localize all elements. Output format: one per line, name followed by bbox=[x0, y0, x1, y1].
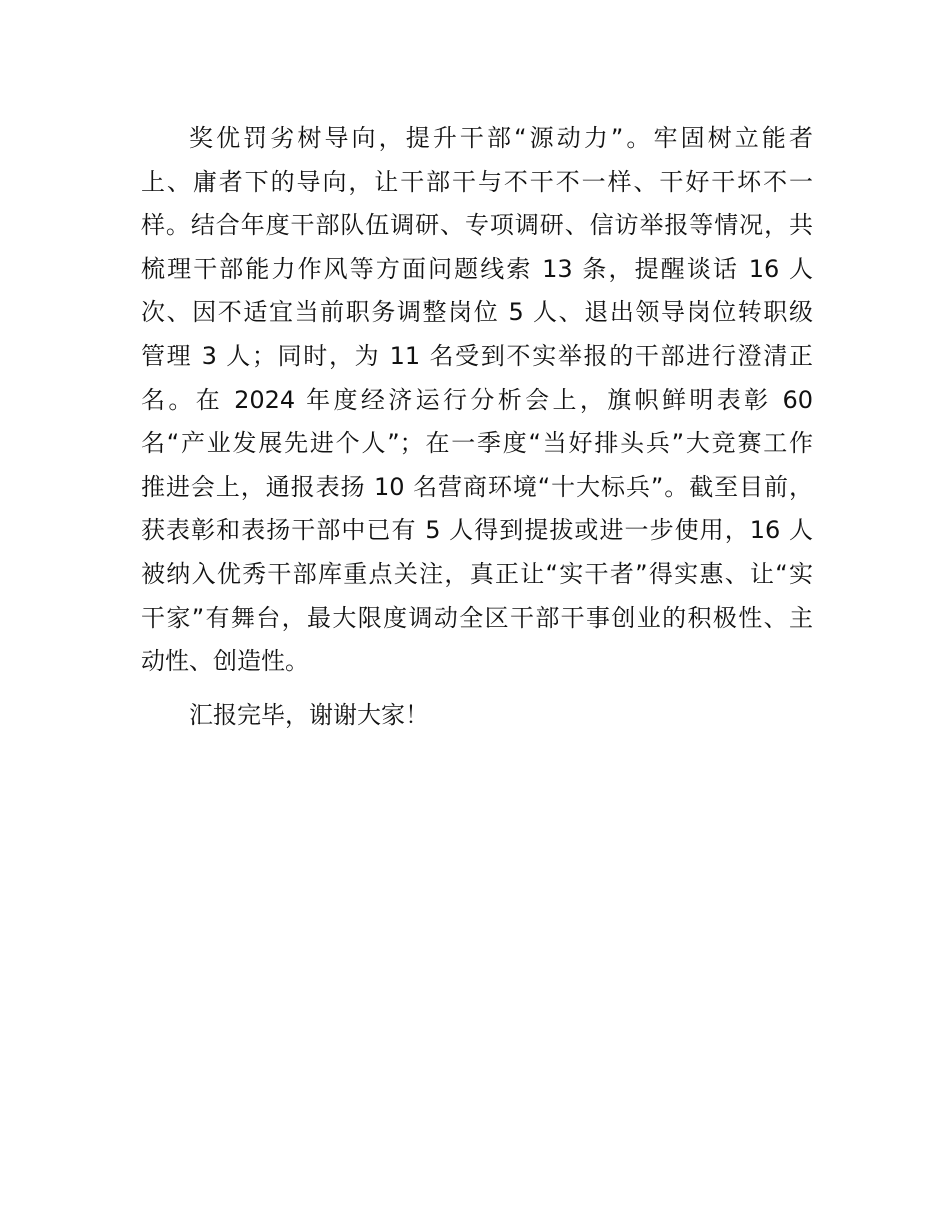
paragraph-line: 动性、创造性。 bbox=[141, 647, 309, 676]
paragraph-closing bbox=[141, 694, 813, 738]
paragraph-line: 被纳入优秀干部库重点关注，真正让“实干者”得实惠、让“实 bbox=[141, 559, 813, 588]
paragraph-line: 干家”有舞台，最大限度调动全区干部干事创业的积极性、主 bbox=[141, 603, 813, 632]
paragraph-line: 管理 3 人；同时，为 11 名受到不实举报的干部进行澄清正 bbox=[141, 341, 813, 370]
paragraph-spacer bbox=[141, 684, 813, 694]
paragraph-line: 上、庸者下的导向，让干部干与不干不一样、干好干坏不一 bbox=[141, 167, 813, 196]
paragraph-line: 梳理干部能力作风等方面问题线索 13 条，提醒谈话 16 人 bbox=[141, 254, 813, 283]
paragraph-line: 样。结合年度干部队伍调研、专项调研、信访举报等情况，共 bbox=[141, 211, 813, 240]
paragraph-line: 推进会上，通报表扬 10 名营商环境“十大标兵”。截至目前， bbox=[141, 472, 813, 501]
paragraph-incentives bbox=[141, 117, 813, 684]
paragraph-line: 次、因不适宜当前职务调整岗位 5 人、退出领导岗位转职级 bbox=[141, 298, 813, 327]
body-text bbox=[141, 117, 813, 737]
paragraph-line: 奖优罚劣树导向，提升干部“源动力”。牢固树立能者 bbox=[189, 124, 813, 152]
paragraph-line: 名“产业发展先进个人”；在一季度“当好排头兵”大竞赛工作 bbox=[141, 429, 813, 458]
closing-line: 汇报完毕，谢谢大家！ bbox=[189, 700, 429, 729]
paragraph-line: 获表彰和表扬干部中已有 5 人得到提拔或进一步使用，16 人 bbox=[141, 516, 813, 545]
paragraph-line: 名。在 2024 年度经济运行分析会上，旗帜鲜明表彰 60 bbox=[141, 385, 813, 414]
